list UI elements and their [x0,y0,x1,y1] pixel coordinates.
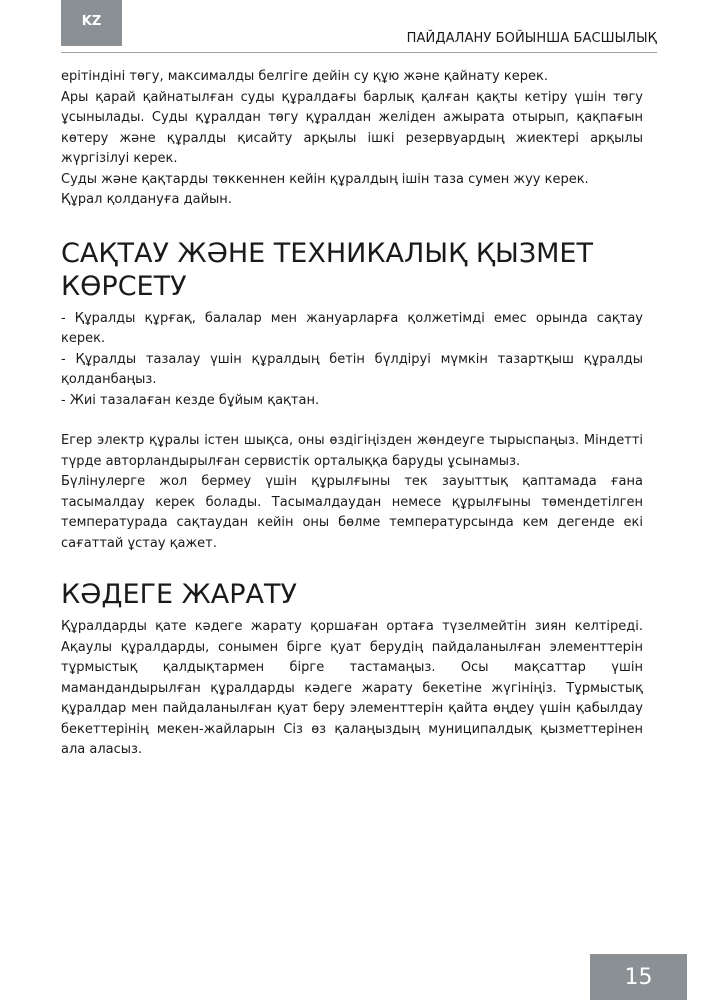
storage-paragraph-2: Бүлінулерге жол бермеу үшін құрылғыны тек зауыттық қаптамада ғана тасымалдау керек болады. Тасымалдаудан немесе құрылғыны төмендетілген температурада сақтаудан кейін оны бөлме температурсында кем дегенде екі сағаттай ұстау қажет. [61,474,643,551]
page-content [61,67,643,761]
disposal-paragraph: Құралдарды қате кәдеге жарату қоршаған ортаға түзелмейтін зиян келтіреді. Ақаулы құралдарды, сонымен бірге қуат берудің пайдаланылған элементтерін тұрмыстық қалдықтармен бірге тастамаңыз. Осы мақсаттар үшін мамандандырылған құралдарды кәдеге жарату бекетіне жүгініңіз. Тұрмыстық құралдар мен пайдаланылған қуат беру элементтерін қайта өңдеу үшін қабылдау бекеттерінің мекен-жайларын Сіз өз қалаңыздың муниципалдық қызметтерінен ала аласыз. [61,619,643,757]
intro-paragraph-1: ерітіндіні төгу, максималды белгіге дейін су құю және қайнату керек. [61,69,548,84]
storage-list-item: - Жиі тазалаған кезде бұйым қақтан. [61,392,320,408]
intro-paragraph-3: Суды және қақтарды төккеннен кейін құралдың ішін таза сумен жуу керек. [61,171,589,187]
storage-section-title: САҚТАУ ЖӘНЕ ТЕХНИКАЛЫҚ ҚЫЗМЕТ КӨРСЕТУ [61,237,593,302]
manual-title: ПАЙДАЛАНУ БОЙЫНША БАСШЫЛЫҚ [406,31,657,46]
header-divider [61,52,657,53]
storage-paragraph-1: Егер электр құралы істен шықса, оны өздігіңізден жөндеуге тырыспаңыз. Міндетті түрде авторландырылған сервистік орталыққа баруды ұсынамыз. [61,433,643,469]
intro-paragraph-4: Құрал қолдануға дайын. [61,192,232,207]
storage-list-item: - Құралды құрғақ, балалар мен жануарларға қолжетімді емес орында сақтау керек. [61,310,643,346]
language-tab: KZ [61,0,122,46]
intro-paragraph-2: Ары қарай қайнатылған суды құралдағы барлық қалған қақты кетіру үшін төгу ұсынылады. Суды құралдан төгу құралдан желіден ажырата отырып, қақпағын көтеру және құралды қисайту арқылы ішкі резервуардың жиектері арқылы жүргізілуі керек. [61,89,643,166]
storage-list-item: - Құралды тазалау үшін құралдың бетін бүлдіруі мүмкін тазартқыш құралды қолданбаңыз. [61,351,643,387]
disposal-section-title: КӘДЕГЕ ЖАРАТУ [61,579,297,610]
page-number: 15 [590,954,687,1000]
